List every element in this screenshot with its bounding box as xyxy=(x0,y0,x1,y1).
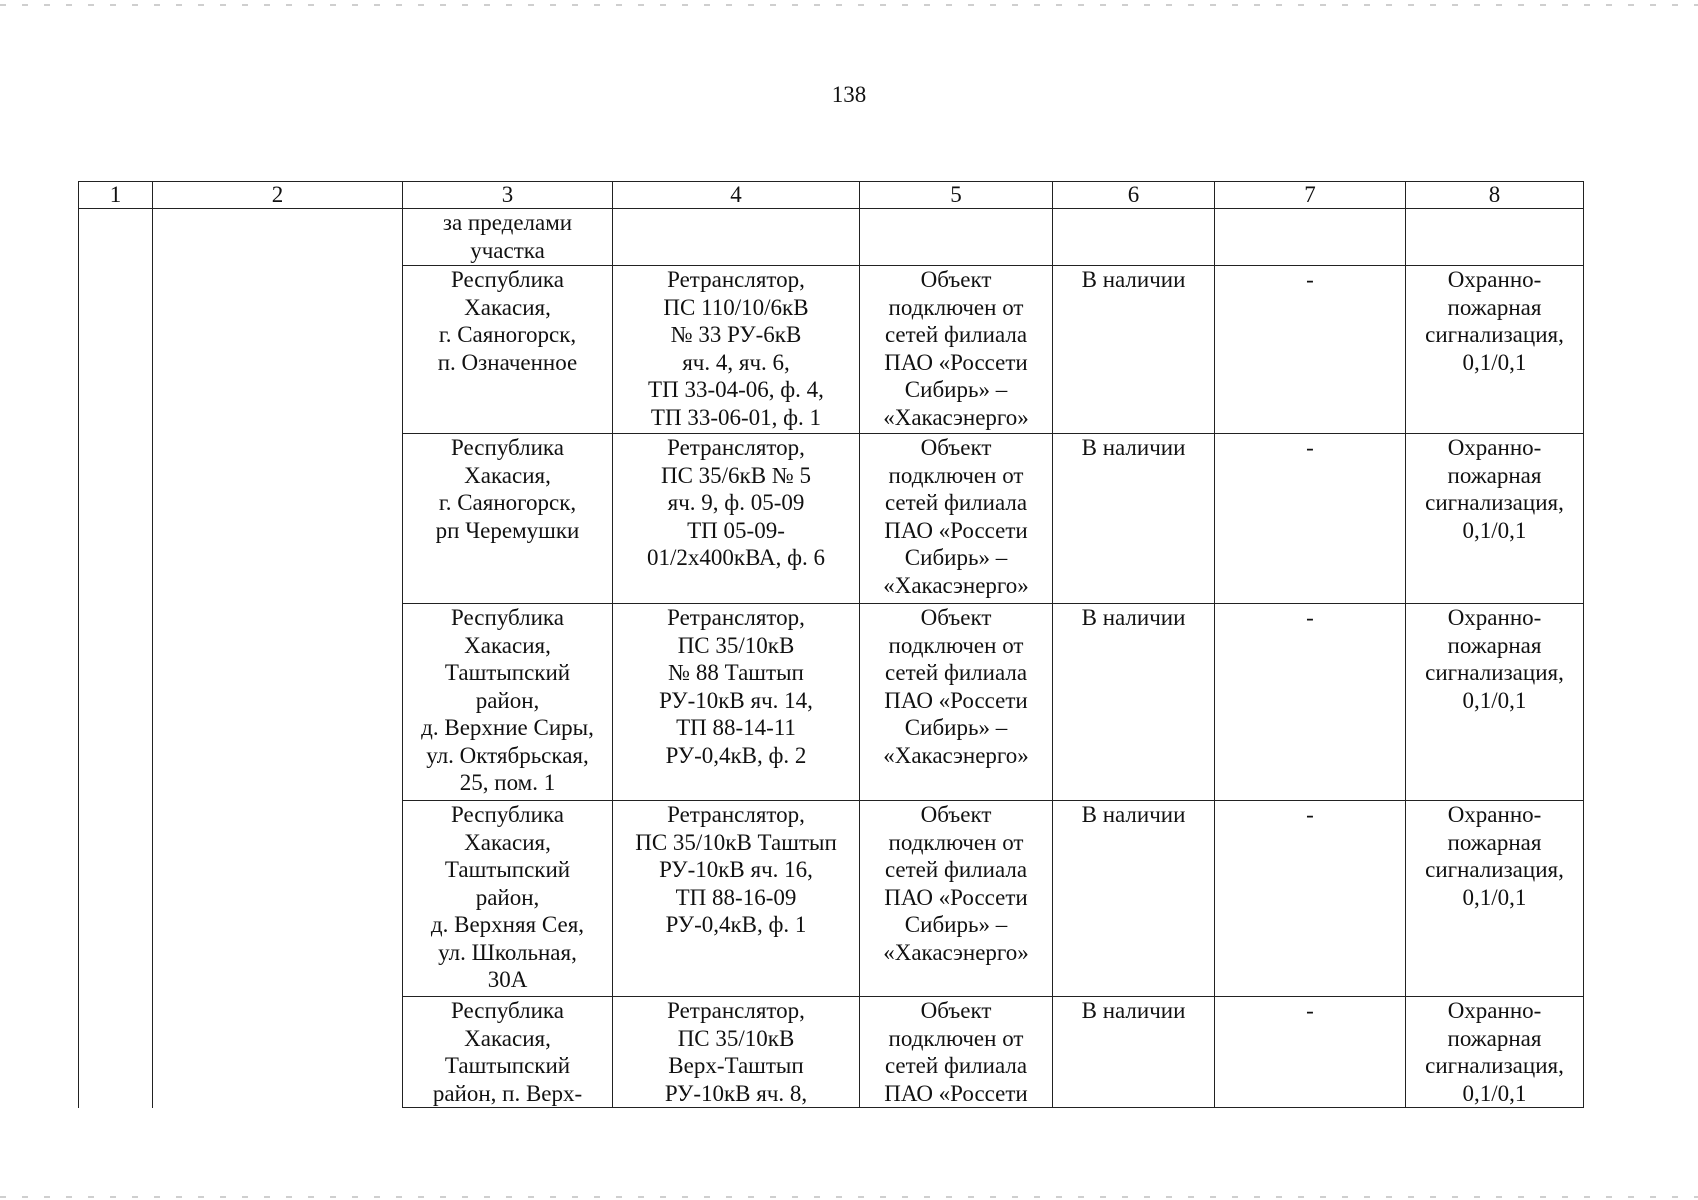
availability-cell: В наличии xyxy=(1053,266,1215,434)
continuation-empty-cell xyxy=(1053,209,1215,266)
column-2-merged-cell xyxy=(153,209,403,1108)
location-cell: Республика Хакасия, Таштыпский район, д. Верхние Сиры, ул. Октябрьская, 25, пом. 1 xyxy=(403,604,613,801)
header-cell-7: 7 xyxy=(1215,182,1406,209)
continuation-empty-cell xyxy=(860,209,1053,266)
header-cell-1: 1 xyxy=(79,182,153,209)
column-7-cell: - xyxy=(1215,266,1406,434)
header-cell-5: 5 xyxy=(860,182,1053,209)
equipment-cell: Ретранслятор, ПС 35/10кВ № 88 Таштып РУ-10кВ яч. 14, ТП 88-14-11 РУ-0,4кВ, ф. 2 xyxy=(613,604,860,801)
security-cell: Охранно- пожарная сигнализация, 0,1/0,1 xyxy=(1406,434,1584,604)
column-7-cell: - xyxy=(1215,801,1406,997)
header-row xyxy=(79,182,1584,209)
page-number: 138 xyxy=(831,82,867,107)
data-table xyxy=(78,181,1584,1108)
availability-cell: В наличии xyxy=(1053,997,1215,1108)
continuation-location-cell: за пределами участка xyxy=(403,209,613,266)
location-cell: Республика Хакасия, Таштыпский район, д. Верхняя Сея, ул. Школьная, 30А xyxy=(403,801,613,997)
column-1-merged-cell xyxy=(79,209,153,1108)
power-supply-cell: Объект подключен от сетей филиала ПАО «Россети Сибирь» – «Хакасэнерго» xyxy=(860,266,1053,434)
header-cell-2: 2 xyxy=(153,182,403,209)
power-supply-cell: Объект подключен от сетей филиала ПАО «Россети xyxy=(860,997,1053,1108)
security-cell: Охранно- пожарная сигнализация, 0,1/0,1 xyxy=(1406,801,1584,997)
equipment-cell: Ретранслятор, ПС 35/6кВ № 5 яч. 9, ф. 05-09 ТП 05-09- 01/2х400кВА, ф. 6 xyxy=(613,434,860,604)
continuation-empty-cell xyxy=(613,209,860,266)
location-cell: Республика Хакасия, Таштыпский район, п. Верх- xyxy=(403,997,613,1108)
power-supply-cell: Объект подключен от сетей филиала ПАО «Россети Сибирь» – «Хакасэнерго» xyxy=(860,434,1053,604)
equipment-cell: Ретранслятор, ПС 110/10/6кВ № 33 РУ-6кВ яч. 4, яч. 6, ТП 33-04-06, ф. 4, ТП 33-06-01, ф. 1 xyxy=(613,266,860,434)
availability-cell: В наличии xyxy=(1053,801,1215,997)
security-cell: Охранно- пожарная сигнализация, 0,1/0,1 xyxy=(1406,604,1584,801)
scan-edge-top xyxy=(0,4,1698,6)
equipment-cell: Ретранслятор, ПС 35/10кВ Таштып РУ-10кВ яч. 16, ТП 88-16-09 РУ-0,4кВ, ф. 1 xyxy=(613,801,860,997)
header-cell-3: 3 xyxy=(403,182,613,209)
header-cell-6: 6 xyxy=(1053,182,1215,209)
column-7-cell: - xyxy=(1215,997,1406,1108)
continuation-empty-cell xyxy=(1406,209,1584,266)
column-7-cell: - xyxy=(1215,604,1406,801)
continuation-row xyxy=(79,209,1584,266)
security-cell: Охранно- пожарная сигнализация, 0,1/0,1 xyxy=(1406,997,1584,1108)
scan-edge-bottom xyxy=(0,1196,1698,1198)
location-cell: Республика Хакасия, г. Саяногорск, п. Означенное xyxy=(403,266,613,434)
header-cell-4: 4 xyxy=(613,182,860,209)
power-supply-cell: Объект подключен от сетей филиала ПАО «Россети Сибирь» – «Хакасэнерго» xyxy=(860,604,1053,801)
header-cell-8: 8 xyxy=(1406,182,1584,209)
availability-cell: В наличии xyxy=(1053,434,1215,604)
security-cell: Охранно- пожарная сигнализация, 0,1/0,1 xyxy=(1406,266,1584,434)
column-7-cell: - xyxy=(1215,434,1406,604)
power-supply-cell: Объект подключен от сетей филиала ПАО «Россети Сибирь» – «Хакасэнерго» xyxy=(860,801,1053,997)
continuation-empty-cell xyxy=(1215,209,1406,266)
equipment-cell: Ретранслятор, ПС 35/10кВ Верх-Таштып РУ-10кВ яч. 8, xyxy=(613,997,860,1108)
availability-cell: В наличии xyxy=(1053,604,1215,801)
location-cell: Республика Хакасия, г. Саяногорск, рп Черемушки xyxy=(403,434,613,604)
